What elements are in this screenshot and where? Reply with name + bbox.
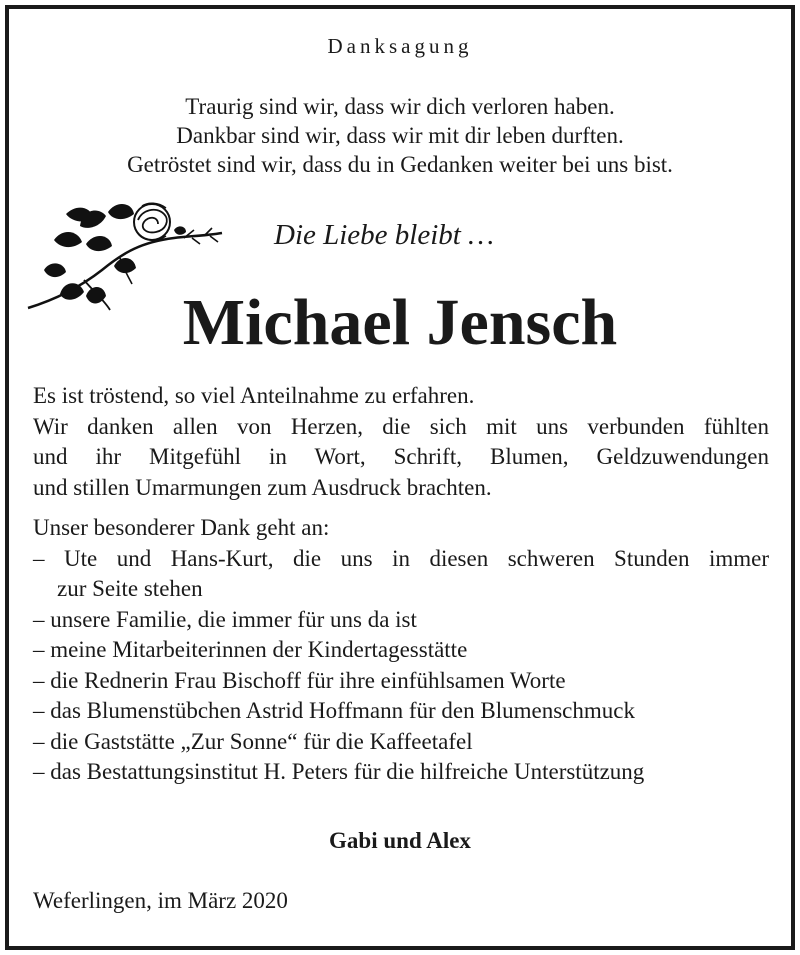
poem-line: Traurig sind wir, dass wir dich verloren haben.	[185, 94, 615, 119]
intro-line: Wir danken allen von Herzen, die sich mit uns verbunden fühlten	[33, 413, 769, 439]
thanks-heading: Unser besonderer Dank geht an:	[33, 515, 330, 540]
thanks-item: – unsere Familie, die immer für uns da ist	[33, 606, 417, 632]
motto: Die Liebe bleibt …	[274, 219, 494, 251]
thanks-item-continuation: zur Seite stehen	[57, 576, 203, 601]
place-date: Weferlingen, im März 2020	[33, 888, 288, 913]
intro-line: und ihr Mitgefühl in Wort, Schrift, Blumen, Geldzuwendungen	[33, 444, 769, 469]
intro-line: Es ist tröstend, so viel Anteilnahme zu erfahren.	[33, 383, 475, 408]
signature: Gabi und Alex	[329, 828, 471, 853]
thanks-item: – die Gaststätte „Zur Sonne“ für die Kaffeetafel	[33, 728, 473, 754]
notice-heading: Danksagung	[327, 34, 473, 58]
deceased-name: Michael Jensch	[182, 286, 618, 359]
thanks-item: – Ute und Hans-Kurt, die uns in diesen schweren Stunden immer	[33, 545, 769, 571]
intro-line: und stillen Umarmungen zum Ausdruck brachten.	[33, 474, 492, 500]
notice-body	[33, 381, 769, 788]
poem-line: Dankbar sind wir, dass wir mit dir leben durften.	[176, 123, 624, 148]
thanks-item: – das Bestattungsinstitut H. Peters für die hilfreiche Unterstützung	[33, 759, 645, 784]
thanks-item: – die Rednerin Frau Bischoff für ihre einfühlsamen Worte	[33, 667, 566, 693]
poem-line: Getröstet sind wir, dass du in Gedanken weiter bei uns bist.	[127, 152, 673, 177]
poem	[0, 92, 800, 179]
thanks-item: – das Blumenstübchen Astrid Hoffmann für den Blumenschmuck	[33, 698, 635, 723]
thanks-item: – meine Mitarbeiterinnen der Kindertagesstätte	[33, 637, 468, 662]
